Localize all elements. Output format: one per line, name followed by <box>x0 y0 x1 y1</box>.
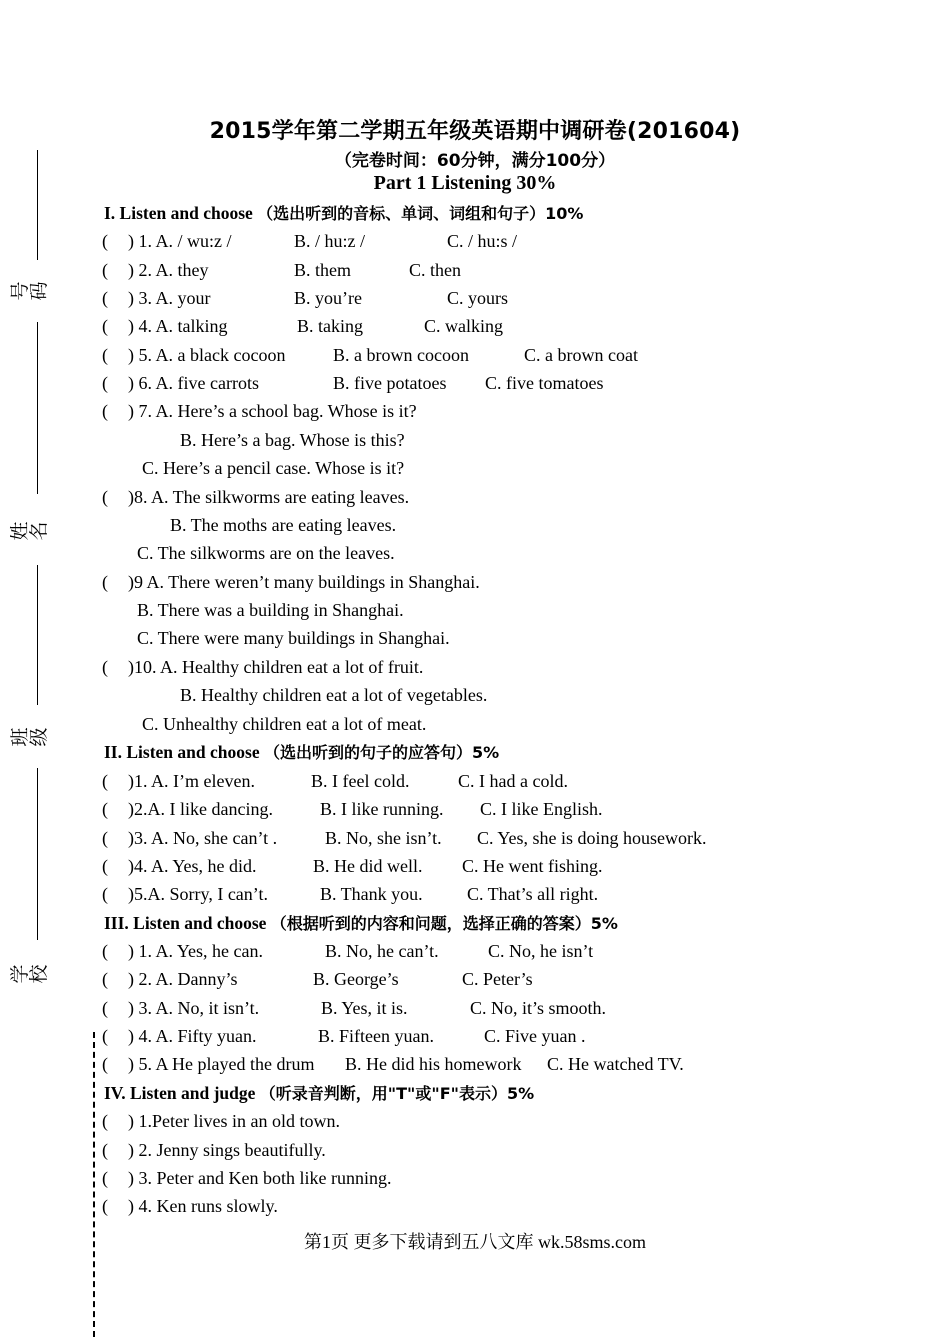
option-c: C. No, it’s smooth. <box>470 998 607 1018</box>
section-note: （根据听到的内容和问题，选择正确的答案）5% <box>270 914 618 933</box>
margin-line-name <box>37 322 38 494</box>
question-stem: ) 5. A. a black cocoon <box>128 345 286 365</box>
option-c: C. Unhealthy children eat a lot of meat. <box>142 714 427 734</box>
answer-bracket[interactable]: ( <box>102 1140 108 1160</box>
answer-bracket[interactable]: ( <box>102 771 108 791</box>
answer-bracket[interactable]: ( <box>102 1026 108 1046</box>
answer-bracket[interactable]: ( <box>102 884 108 904</box>
margin-label-name: 姓名 <box>9 521 50 541</box>
option-b: B. George’s <box>313 969 399 989</box>
option-c: C. There were many buildings in Shanghai. <box>137 628 450 648</box>
option-c: C. I like English. <box>480 799 603 819</box>
exam-title: 2015学年第二学期五年级英语期中调研卷(201604) <box>209 119 741 144</box>
option-c: C. / hu:s / <box>447 231 518 251</box>
question-stem: ) 2. Jenny sings beautifully. <box>128 1140 326 1160</box>
section-note: （选出听到的音标、单词、词组和句子）10% <box>257 204 584 223</box>
option-b: B. He did well. <box>313 856 423 876</box>
option-c: C. Peter’s <box>462 969 533 989</box>
question-stem: ) 3. A. your <box>128 288 211 308</box>
answer-bracket[interactable]: ( <box>102 969 108 989</box>
option-b: B. you’re <box>294 288 362 308</box>
option-c: C. The silkworms are on the leaves. <box>137 543 395 563</box>
section-3-heading <box>104 910 618 936</box>
section-note: （选出听到的句子的应答句）5% <box>263 743 500 762</box>
answer-bracket[interactable]: ( <box>102 373 108 393</box>
option-c: C. walking <box>424 316 503 336</box>
answer-bracket[interactable]: ( <box>102 1168 108 1188</box>
margin-label-class: 班级 <box>9 727 50 747</box>
option-c: C. then <box>409 260 461 280</box>
margin-line-school <box>37 768 38 940</box>
option-b: B. No, he can’t. <box>325 941 439 961</box>
option-c: C. He watched TV. <box>547 1054 684 1074</box>
page-footer: 第1页 更多下载请到五八文库 wk.58sms.com <box>304 1232 646 1252</box>
option-b: B. Yes, it is. <box>321 998 408 1018</box>
option-b: B. He did his homework <box>345 1054 522 1074</box>
question-stem: )4. A. Yes, he did. <box>128 856 257 876</box>
question-stem: )9 A. There weren’t many buildings in Shanghai. <box>128 572 480 592</box>
question-stem: ) 5. A He played the drum <box>128 1054 315 1074</box>
question-stem: )10. A. Healthy children eat a lot of fruit. <box>128 657 424 677</box>
option-c: C. a brown coat <box>524 345 638 365</box>
answer-bracket[interactable]: ( <box>102 316 108 336</box>
option-c: C. Here’s a pencil case. Whose is it? <box>142 458 405 478</box>
section-note: （听录音判断，用"T"或"F"表示）5% <box>259 1084 535 1103</box>
question-stem: ) 4. A. Fifty yuan. <box>128 1026 257 1046</box>
section-2-heading <box>104 739 499 765</box>
answer-bracket[interactable]: ( <box>102 401 108 421</box>
question-stem: ) 1. A. Yes, he can. <box>128 941 263 961</box>
answer-bracket[interactable]: ( <box>102 856 108 876</box>
answer-bracket[interactable]: ( <box>102 260 108 280</box>
option-b: B. There was a building in Shanghai. <box>137 600 404 620</box>
option-b: B. I feel cold. <box>311 771 410 791</box>
section-title: I. Listen and choose <box>104 203 253 223</box>
option-b: B. / hu:z / <box>294 231 365 251</box>
section-4-heading <box>104 1080 534 1106</box>
margin-label-number: 号码 <box>9 281 50 301</box>
answer-bracket[interactable]: ( <box>102 487 108 507</box>
option-c: C. That’s all right. <box>467 884 599 904</box>
option-b: B. Healthy children eat a lot of vegetables. <box>180 685 488 705</box>
exam-subtitle: （完卷时间：60分钟，满分100分） <box>334 151 616 171</box>
answer-bracket[interactable]: ( <box>102 828 108 848</box>
answer-bracket[interactable]: ( <box>102 572 108 592</box>
option-b: B. I like running. <box>320 799 444 819</box>
option-b: B. five potatoes <box>333 373 447 393</box>
question-stem: )1. A. I’m eleven. <box>128 771 255 791</box>
option-c: C. Five yuan . <box>484 1026 586 1046</box>
question-stem: ) 3. Peter and Ken both like running. <box>128 1168 392 1188</box>
option-b: B. taking <box>297 316 363 336</box>
option-b: B. a brown cocoon <box>333 345 469 365</box>
question-stem: ) 3. A. No, it isn’t. <box>128 998 260 1018</box>
answer-bracket[interactable]: ( <box>102 799 108 819</box>
question-stem: ) 2. A. Danny’s <box>128 969 238 989</box>
question-stem: ) 4. A. talking <box>128 316 228 336</box>
question-stem: )8. A. The silkworms are eating leaves. <box>128 487 410 507</box>
option-b: B. No, she isn’t. <box>325 828 442 848</box>
option-c: C. No, he isn’t <box>488 941 594 961</box>
section-title: IV. Listen and judge <box>104 1083 256 1103</box>
answer-bracket[interactable]: ( <box>102 345 108 365</box>
option-c: C. He went fishing. <box>462 856 603 876</box>
question-stem: ) 1.Peter lives in an old town. <box>128 1111 340 1131</box>
question-stem: ) 1. A. / wu:z / <box>128 231 232 251</box>
answer-bracket[interactable]: ( <box>102 231 108 251</box>
question-stem: ) 6. A. five carrots <box>128 373 259 393</box>
option-c: C. yours <box>447 288 509 308</box>
answer-bracket[interactable]: ( <box>102 1054 108 1074</box>
answer-bracket[interactable]: ( <box>102 941 108 961</box>
margin-label-school: 学校 <box>9 964 50 984</box>
option-b: B. The moths are eating leaves. <box>170 515 397 535</box>
option-b: B. Fifteen yuan. <box>318 1026 434 1046</box>
section-1-heading <box>104 200 583 226</box>
option-c: C. I had a cold. <box>458 771 568 791</box>
answer-bracket[interactable]: ( <box>102 1111 108 1131</box>
option-c: C. Yes, she is doing housework. <box>477 828 707 848</box>
margin-line-class <box>37 565 38 705</box>
section-title: III. Listen and choose <box>104 913 267 933</box>
answer-bracket[interactable]: ( <box>102 998 108 1018</box>
answer-bracket[interactable]: ( <box>102 1196 108 1216</box>
option-c: C. five tomatoes <box>485 373 604 393</box>
question-stem: ) 7. A. Here’s a school bag. Whose is it? <box>128 401 417 421</box>
part-title: Part 1 Listening 30% <box>373 172 557 194</box>
section-title: II. Listen and choose <box>104 742 260 762</box>
option-b: B. Thank you. <box>320 884 423 904</box>
option-b: B. them <box>294 260 351 280</box>
answer-bracket[interactable]: ( <box>102 657 108 677</box>
question-stem: ) 2. A. they <box>128 260 209 280</box>
question-stem: ) 4. Ken runs slowly. <box>128 1196 278 1216</box>
option-b: B. Here’s a bag. Whose is this? <box>180 430 405 450</box>
question-stem: )2.A. I like dancing. <box>128 799 273 819</box>
question-stem: )3. A. No, she can’t . <box>128 828 278 848</box>
question-stem: )5.A. Sorry, I can’t. <box>128 884 268 904</box>
cut-line <box>93 1032 95 1337</box>
answer-bracket[interactable]: ( <box>102 288 108 308</box>
